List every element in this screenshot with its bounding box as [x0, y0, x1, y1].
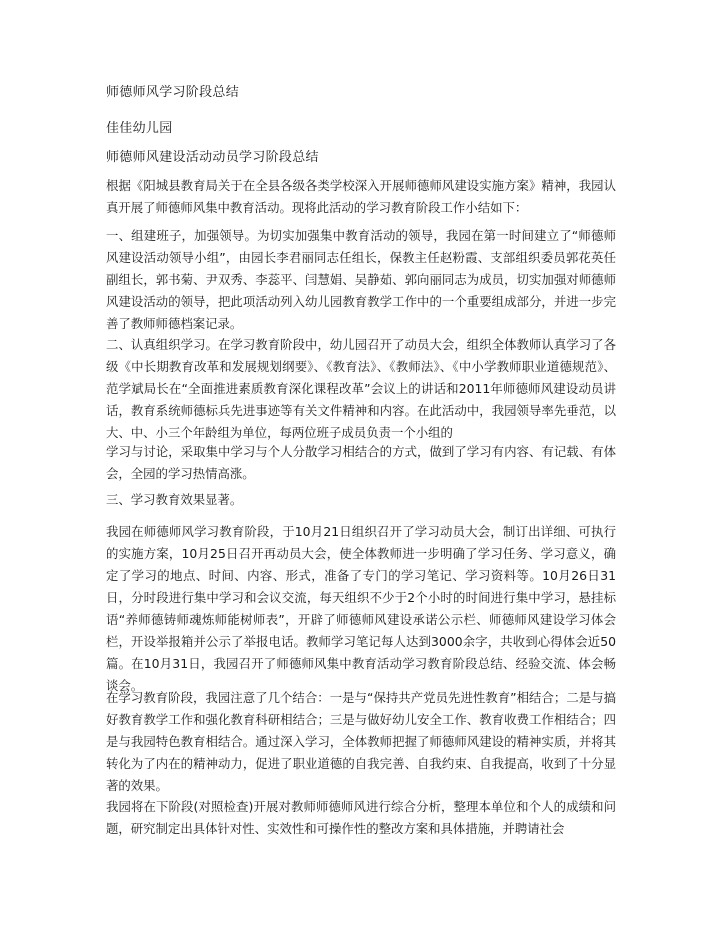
document-subtitle: 师德师风建设活动动员学习阶段总结: [106, 150, 319, 165]
paragraph-section-2-continued: 学习与讨论，采取集中学习与个人分散学习相结合的方式，做到了学习有内容、有记载、有体会，全园的学习热情高涨。: [106, 444, 616, 481]
paragraph-next-stage: 我园将在下阶段(对照检查)开展对教师师德师风进行综合分析，整理本单位和个人的成绩和问题，研究制定出具体针对性、实效性和可操作性的整改方案和具体措施，并聘请社会: [106, 799, 616, 836]
paragraph-combinations: 在学习教育阶段，我园注意了几个结合：一是与“保持共产党员先进性教育”相结合；二是与搞好教育教学工作和强化教育科研相结合；三是与做好幼儿安全工作、教育收费工作相结合；四是与我园特色教育相结合。通过深入学习，全体教师把握了师德师风建设的精神实质，并将其转化为了内在的精神动力，促进了职业道德的自我完善、自我约束、自我提高，收到了十分显著的效果。: [106, 690, 616, 793]
paragraph-section-2: 二、认真组织学习。在学习教育阶段中，幼儿园召开了动员大会，组织全体教师认真学习了各级《中长期教育改革和发展规划纲要》、《教育法》、《教师法》、《中小学教师职业道德规范》、范学斌局长在“全面推进素质教育深化课程改革”会议上的讲话和2011年师德师风建设动员讲话，教育系统师德标兵先进事迹等有关文件精神和内容。在此活动中，我园领导率先垂范，以大、中、小三个年龄组为单位，每两位班子成员负责一个小组的: [106, 337, 616, 440]
paragraph-section-3-heading: 三、学习教育效果显著。: [106, 492, 243, 507]
document-title: 师德师风学习阶段总结: [106, 85, 240, 100]
organization-name: 佳佳幼儿园: [106, 121, 173, 136]
paragraph-intro: 根据《阳城县教育局关于在全县各级各类学校深入开展师德师风建设实施方案》精神，我园认真开展了师德师风集中教育活动。现将此活动的学习教育阶段工作小结如下：: [106, 178, 616, 215]
paragraph-section-1: 一、组建班子，加强领导。为切实加强集中教育活动的领导，我园在第一时间建立了“师德师风建设活动领导小组”，由园长李君丽同志任组长，保教主任赵粉霞、支部组织委员郭花英任副组长，郭书菊、尹双秀、李蕊平、闫慧娟、吴静茹、郭向丽同志为成员，切实加强对师德师风建设活动的领导，把此项活动列入幼儿园教育教学工作中的一个重要组成部分，并进一步完善了教师师德档案记录。: [106, 228, 616, 331]
paragraph-section-3-body: 我园在师德师风学习教育阶段，于10月21日组织召开了学习动员大会，制订出详细、可执行的实施方案，10月25日召开再动员大会，使全体教师进一步明确了学习任务、学习意义，确定了学习的地点、时间、内容、形式，准备了专门的学习笔记、学习资料等。10月26日31日，分时段进行集中学习和会议交流，每天组织不少于2个小时的时间进行集中学习，悬挂标语“养师德铸师魂炼师能树师表”，开辟了师德师风建设承诺公示栏、师德师风建设学习体会栏，开设举报箱并公示了举报电话。教师学习笔记每人达到3000余字，共收到心得体会近50篇。在10月31日，我园召开了师德师风集中教育活动学习教育阶段总结、经验交流、体会畅谈会。: [106, 524, 616, 693]
